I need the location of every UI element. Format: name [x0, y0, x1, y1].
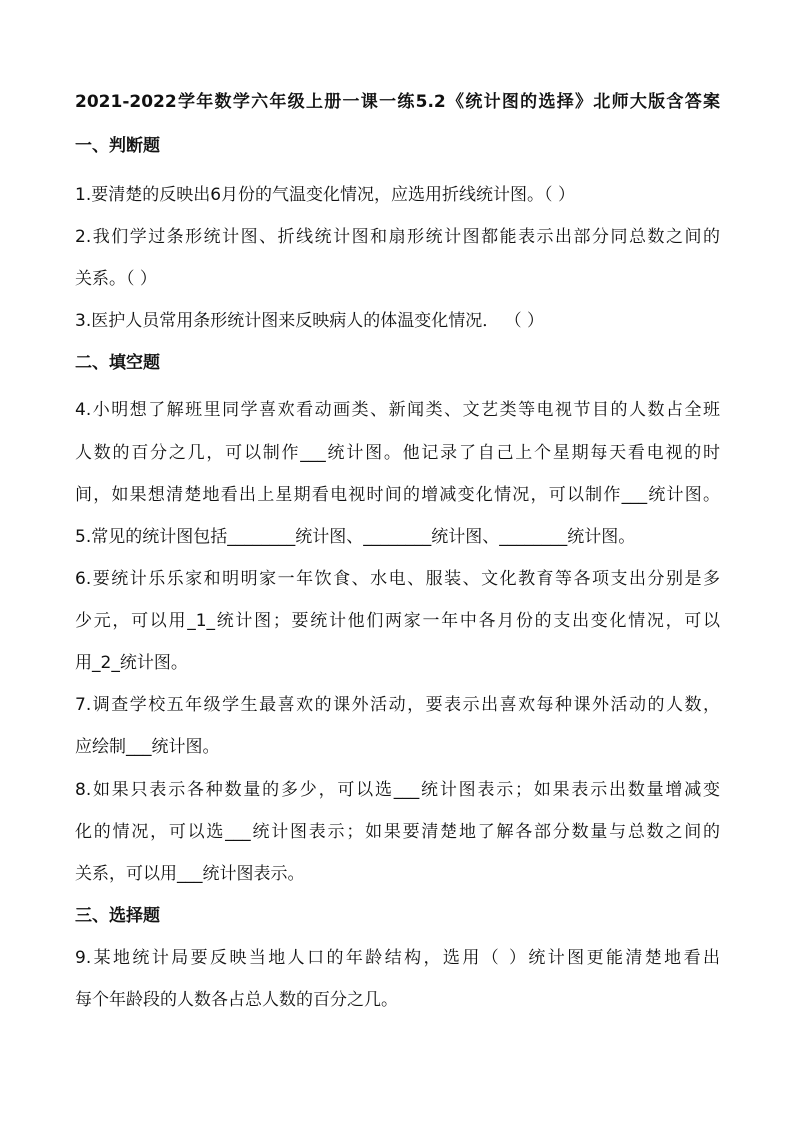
question-4-line-3: 间，如果想清楚地看出上星期看电视时间的增减变化情况，可以制作___统计图。	[75, 485, 720, 505]
question-7-line-1: 7.调查学校五年级学生最喜欢的课外活动，要表示出喜欢每种课外活动的人数，	[75, 695, 720, 715]
question-8-line-1: 8.如果只表示各种数量的多少，可以选___统计图表示；如果表示出数量增减变	[75, 780, 720, 800]
question-2-line-2: 关系。（ ）	[75, 269, 157, 289]
question-8-line-3: 关系，可以用___统计图表示。	[75, 864, 305, 884]
question-4-line-2: 人数的百分之几，可以制作___统计图。他记录了自己上个星期每天看电视的时	[75, 443, 720, 463]
question-7-line-2: 应绘制___统计图。	[75, 737, 220, 757]
question-5: 5.常见的统计图包括________统计图、________统计图、________统计图。	[75, 527, 636, 547]
question-9-line-1: 9.某地统计局要反映当地人口的年龄结构，选用（ ）统计图更能清楚地看出	[75, 948, 720, 968]
section-heading-judgment: 一、判断题	[75, 136, 160, 156]
question-3: 3.医护人员常用条形统计图来反映病人的体温变化情况． （ ）	[75, 311, 545, 331]
question-4-line-1: 4.小明想了解班里同学喜欢看动画类、新闻类、文艺类等电视节目的人数占全班	[75, 400, 720, 420]
question-8-line-2: 化的情况，可以选___统计图表示；如果要清楚地了解各部分数量与总数之间的	[75, 822, 720, 842]
page-title: 2021-2022学年数学六年级上册一课一练5.2《统计图的选择》北师大版含答案	[75, 92, 720, 112]
question-2-line-1: 2.我们学过条形统计图、折线统计图和扇形统计图都能表示出部分同总数之间的	[75, 227, 720, 247]
question-6-line-3: 用_2_统计图。	[75, 653, 188, 673]
question-6-line-1: 6.要统计乐乐家和明明家一年饮食、水电、服装、文化教育等各项支出分别是多	[75, 569, 720, 589]
section-heading-choice: 三、选择题	[75, 906, 160, 926]
question-1: 1.要清楚的反映出6月份的气温变化情况，应选用折线统计图。（ ）	[75, 185, 575, 205]
question-9-line-2: 每个年龄段的人数各占总人数的百分之几。	[75, 990, 398, 1010]
section-heading-fill: 二、填空题	[75, 353, 160, 373]
question-6-line-2: 少元，可以用_1_统计图；要统计他们两家一年中各月份的支出变化情况，可以	[75, 611, 720, 631]
